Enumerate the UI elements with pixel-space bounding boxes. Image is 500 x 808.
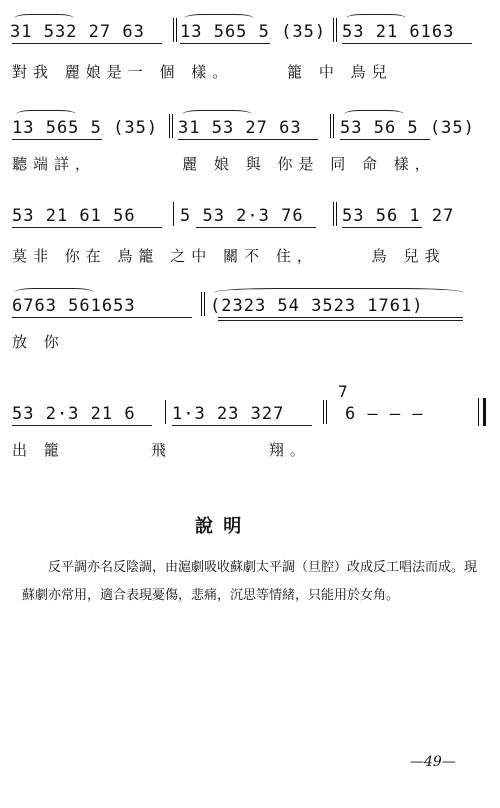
beam — [342, 43, 472, 44]
barline — [172, 114, 173, 138]
beam — [12, 139, 102, 140]
barline — [333, 202, 334, 226]
notes-row-1-bar-1: 31 532 27 63 — [10, 22, 145, 42]
lyrics-row-2: 聽端詳， 麗 娘 與 你是 同 命 樣， — [12, 155, 436, 173]
beam — [12, 317, 192, 318]
slur — [14, 288, 94, 297]
beam — [172, 425, 312, 426]
barline — [323, 400, 324, 424]
lyrics-row-1: 對我 麗娘是一 個 樣。 籠 中 鳥兒 — [12, 63, 393, 81]
notes-row-2-bar-3: 53 56 5 (35) — [340, 118, 475, 138]
beam — [12, 43, 162, 44]
notes-row-5-bar-3: 6 — — — — [345, 404, 424, 424]
notes-row-5-bar-2: 1·3 23 327 — [172, 404, 285, 424]
page-number: —49— — [410, 754, 456, 770]
slur — [16, 110, 76, 119]
explanation-paragraph: 反平調亦名反陰調，由滬劇吸收蘇劇太平調（旦腔）改成反工唱法而成。現蘇劇亦常用，適合表現憂傷，悲痛，沉思等情緒，只能用於女角。 — [22, 560, 478, 603]
barline — [336, 202, 337, 226]
slur — [182, 110, 252, 119]
fermata-mark: 7 — [338, 382, 349, 401]
lyrics-row-3: 莫非 你在 鳥籠 之中 關不 住， 鳥 兒我 — [12, 247, 446, 265]
notes-row-2-bar-2: 31 53 27 63 — [178, 118, 302, 138]
barline — [330, 114, 331, 138]
beam — [218, 317, 463, 318]
barline — [176, 18, 177, 42]
notes-row-1-bar-2: 13 565 5 (35) — [180, 22, 327, 42]
barline — [204, 292, 205, 316]
notes-row-3-bar-3: 53 56 1 27 — [342, 206, 455, 226]
barline — [173, 202, 174, 226]
notes-row-3-bar-1: 53 21 61 56 — [12, 206, 136, 226]
barline — [169, 114, 170, 138]
barline — [165, 400, 166, 424]
beam — [12, 425, 152, 426]
notes-row-5-bar-1: 53 2·3 21 6 — [12, 404, 136, 424]
barline — [333, 18, 334, 42]
beam — [196, 227, 316, 228]
notes-row-1-bar-3: 53 21 6163 — [342, 22, 455, 42]
barline — [201, 292, 202, 316]
notes-row-3-bar-2: 5 53 2·3 76 — [180, 206, 304, 226]
lyrics-row-5: 出 籠 飛 翔。 — [12, 441, 311, 459]
slur — [344, 110, 404, 119]
barline — [336, 18, 337, 42]
slur — [184, 14, 254, 23]
notes-row-2-bar-1: 13 565 5 (35) — [12, 118, 159, 138]
notes-row-4-bar-2: (2323 54 3523 1761) — [210, 296, 424, 316]
beam — [178, 139, 318, 140]
slur — [346, 14, 406, 23]
section-title: 說 明 — [195, 516, 244, 537]
final-barline-thin — [478, 398, 479, 426]
barline — [326, 400, 327, 424]
final-barline-thick — [483, 398, 486, 426]
barline — [173, 18, 174, 42]
beam — [342, 227, 422, 228]
beam — [218, 320, 463, 321]
beam — [12, 227, 162, 228]
beam — [180, 43, 270, 44]
notes-row-4-bar-1: 6763 561653 — [12, 296, 136, 316]
slur — [14, 14, 74, 23]
lyrics-row-4: 放 你 — [12, 333, 65, 351]
beam — [340, 139, 430, 140]
barline — [333, 114, 334, 138]
slur — [214, 288, 464, 297]
